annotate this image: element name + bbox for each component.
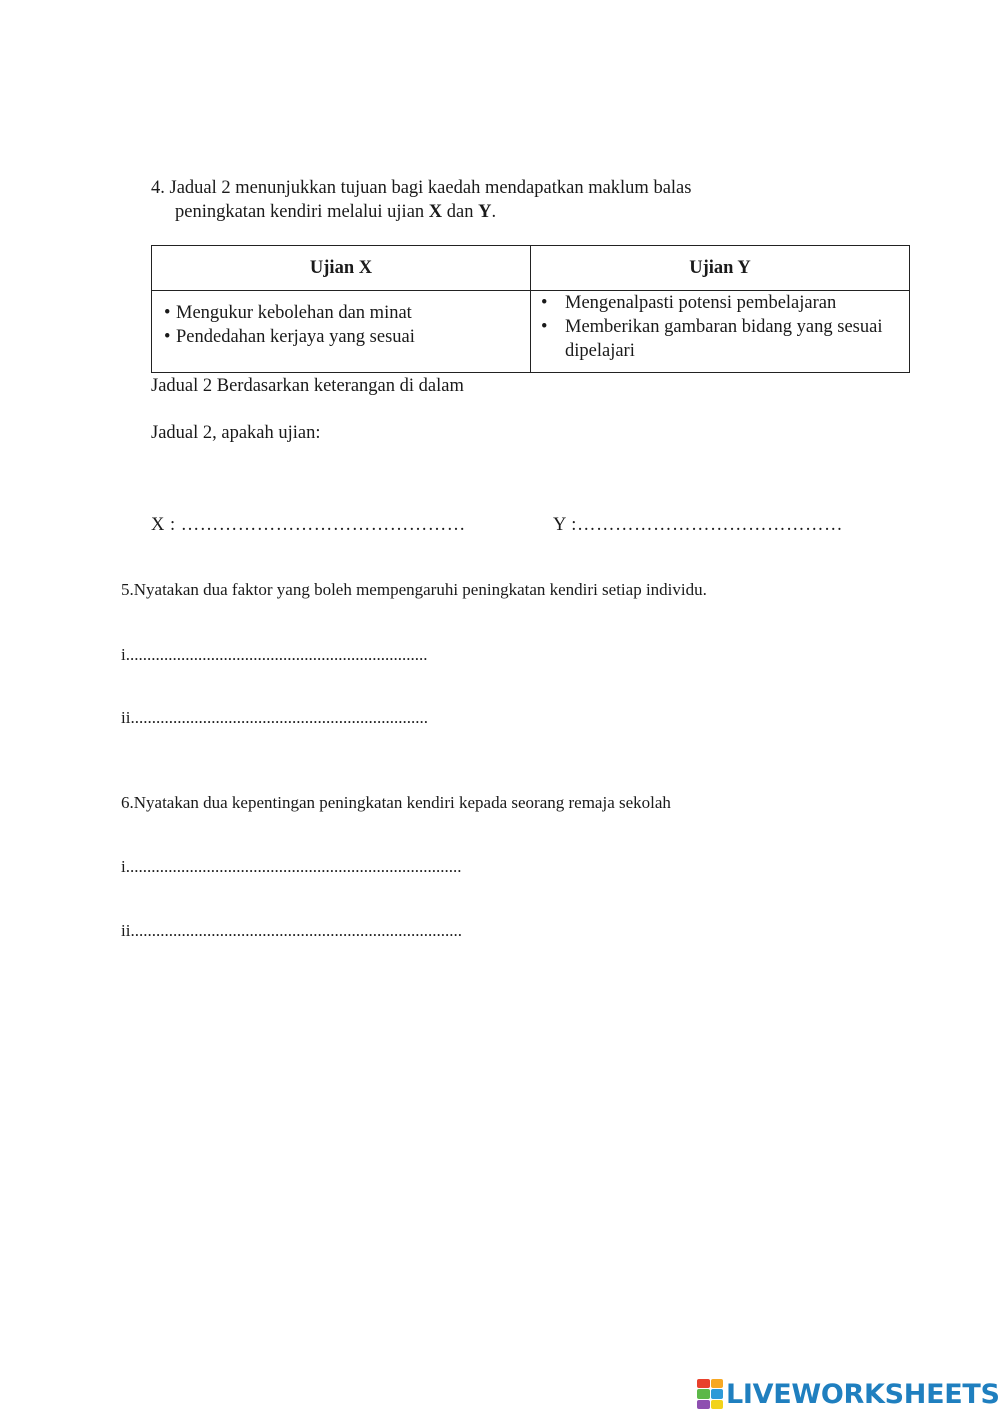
table-cell-ujian-x	[152, 291, 531, 373]
liveworksheets-logo-icon	[697, 1379, 723, 1409]
logo-block	[711, 1400, 724, 1409]
q6-question: 6.Nyatakan dua kepentingan peningkatan kendiri kepada seorang remaja sekolah	[121, 793, 671, 812]
logo-block	[711, 1379, 724, 1388]
answer-x-field[interactable]: X : ………………………………………	[151, 515, 466, 535]
q4-label-x: X	[428, 202, 443, 222]
q6-answer-i-field[interactable]: i...............................................................................	[121, 857, 462, 876]
q5-question: 5.Nyatakan dua faktor yang boleh mempengaruhi peningkatan kendiri setiap individu.	[121, 580, 707, 599]
q4-text-line1: Jadual 2 menunjukkan tujuan bagi kaedah mendapatkan maklum balas	[169, 178, 692, 198]
table-cell-ujian-y	[531, 291, 910, 373]
q5-answer-ii-field[interactable]: ii......................................................................	[121, 708, 428, 727]
q4-prompt: Jadual 2, apakah ujian:	[151, 423, 321, 443]
q4-number: 4.	[151, 178, 165, 198]
q4-line2-end: .	[491, 202, 497, 222]
answer-y-field[interactable]: Y :……………………………………	[553, 515, 843, 535]
q5-answer-i-field[interactable]: i.......................................................................	[121, 645, 428, 664]
q4-line2-mid: dan	[442, 202, 479, 222]
q4-line1	[151, 176, 691, 200]
ujian-x-item: • Mengukur kebolehan dan minat	[164, 301, 524, 325]
logo-block	[697, 1389, 710, 1398]
liveworksheets-logo-text: LIVEWORKSHEETS	[726, 1378, 1000, 1410]
table-header-ujian-x: Ujian X	[152, 246, 531, 291]
jadual-2-table	[151, 245, 910, 373]
ujian-x-item: • Pendedahan kerjaya yang sesuai	[164, 325, 524, 349]
ujian-y-item: • Memberikan gambaran bidang yang sesuai dipelajari	[539, 315, 903, 363]
table-caption: Jadual 2 Berdasarkan keterangan di dalam	[151, 376, 464, 396]
q4-line2-text: peningkatan kendiri melalui ujian	[175, 202, 429, 222]
logo-block	[697, 1400, 710, 1409]
q6-answer-ii-field[interactable]: ii..............................................................................	[121, 921, 462, 940]
ujian-y-item: • Mengenalpasti potensi pembelajaran	[539, 291, 903, 315]
liveworksheets-logo	[697, 1377, 1000, 1411]
q4-label-y: Y	[478, 202, 492, 222]
q4-line2	[175, 200, 496, 224]
logo-block	[711, 1389, 724, 1398]
table-header-ujian-y: Ujian Y	[531, 246, 910, 291]
logo-block	[697, 1379, 710, 1388]
